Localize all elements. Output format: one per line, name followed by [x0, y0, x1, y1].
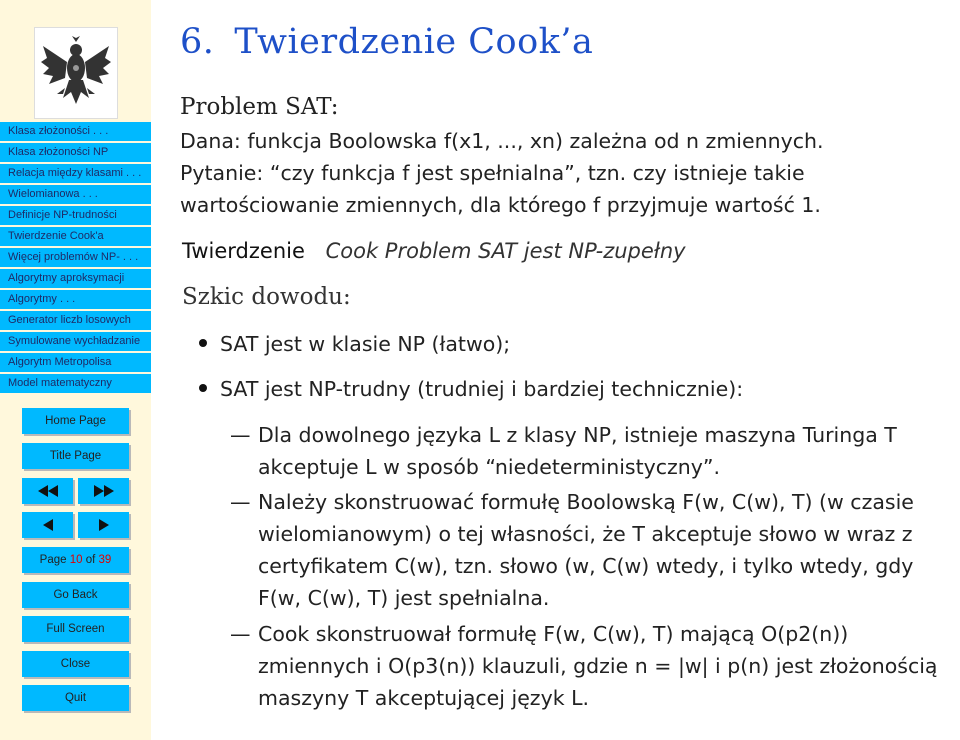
- slide-title: [180, 22, 593, 62]
- slide-content: [151, 0, 960, 740]
- subpoint-2: [230, 486, 956, 614]
- eagle-logo: [34, 27, 118, 119]
- double-left-arrow-icon: [38, 485, 58, 497]
- quit-button[interactable]: Quit: [22, 685, 129, 711]
- bullet-text: SAT jest NP-trudny (trudniej i bardziej technicznie):: [220, 377, 744, 401]
- theorem-label: Twierdzenie: [182, 239, 305, 263]
- dash-bullet: —: [230, 423, 251, 447]
- nav-item-6[interactable]: Twierdzenie Cook'a: [0, 227, 151, 246]
- page-total: 39: [98, 554, 112, 566]
- problem-question-cont: wartościowanie zmiennych, dla którego f przyjmuje wartość 1.: [180, 193, 821, 217]
- nav-item-10[interactable]: Generator liczb losowych: [0, 311, 151, 330]
- theorem: [182, 239, 686, 263]
- full-screen-button[interactable]: Full Screen: [22, 616, 129, 642]
- theorem-body: Cook Problem SAT jest NP-zupełny: [325, 239, 686, 263]
- left-arrow-icon: [43, 519, 53, 531]
- problem-given: Dana: funkcja Boolowska f(x1, ..., xn) zależna od n zmiennych.: [180, 129, 824, 153]
- dash-bullet: —: [230, 490, 251, 514]
- bullet-dot-icon: [199, 384, 207, 392]
- nav-item-9[interactable]: Algorytmy . . .: [0, 290, 151, 309]
- nav-item-12[interactable]: Algorytm Metropolisa: [0, 353, 151, 372]
- nav-item-2[interactable]: Klasa złożoności NP: [0, 143, 151, 162]
- section-number: 6.: [180, 22, 215, 62]
- section-nav: [0, 122, 151, 395]
- nav-item-1[interactable]: Klasa złożoności . . .: [0, 122, 151, 141]
- section-title: Twierdzenie Cook’a: [234, 22, 594, 62]
- title-page-button[interactable]: Title Page: [22, 443, 129, 469]
- subpoint-3: [230, 618, 956, 718]
- subpoint-text: Cook skonstruował formułę F(w, C(w), T) mającą O(p2(n)) zmiennych i O(p3(n)) klauzuli, gdzie n = |w| i p(n) jest złożonością maszyny T akceptującej język L.: [258, 622, 938, 710]
- page-of: of: [85, 554, 96, 566]
- go-back-button[interactable]: Go Back: [22, 582, 129, 608]
- page-current: 10: [69, 554, 83, 566]
- dash-bullet: —: [230, 622, 251, 646]
- problem-heading: Problem SAT:: [180, 94, 339, 120]
- home-page-button[interactable]: Home Page: [22, 408, 129, 434]
- page-indicator: [22, 547, 129, 573]
- close-button[interactable]: Close: [22, 651, 129, 677]
- bullet-text: SAT jest w klasie NP (łatwo);: [220, 332, 511, 356]
- problem-question: Pytanie: “czy funkcja f jest spełnialna”, tzn. czy istnieje takie: [180, 161, 805, 185]
- sidebar: [0, 0, 151, 740]
- nav-item-5[interactable]: Definicje NP-trudności: [0, 206, 151, 225]
- bullet-dot-icon: [199, 339, 207, 347]
- nav-item-11[interactable]: Symulowane wychładzanie: [0, 332, 151, 351]
- right-arrow-icon: [99, 519, 109, 531]
- first-page-button[interactable]: [22, 478, 73, 504]
- proof-heading: Szkic dowodu:: [182, 284, 351, 310]
- bullet-item-2: [199, 377, 743, 401]
- next-page-button[interactable]: [78, 512, 129, 538]
- nav-item-7[interactable]: Więcej problemów NP- . . .: [0, 248, 151, 267]
- last-page-button[interactable]: [78, 478, 129, 504]
- bullet-item-1: [199, 332, 510, 356]
- nav-item-3[interactable]: Relacja między klasami . . .: [0, 164, 151, 183]
- subpoint-text: Dla dowolnego języka L z klasy NP, istnieje maszyna Turinga T akceptuje L w sposób “niedeterministyczny”.: [258, 423, 897, 479]
- subpoint-1: [230, 419, 956, 483]
- double-right-arrow-icon: [94, 485, 114, 497]
- page-label: Page: [39, 554, 67, 566]
- nav-item-4[interactable]: Wielomianowa . . .: [0, 185, 151, 204]
- nav-item-8[interactable]: Algorytmy aproksymacji: [0, 269, 151, 288]
- subpoint-text: Należy skonstruować formułę Boolowską F(w, C(w), T) (w czasie wielomianowym) o tej własności, że T akceptuje słowo w wraz z certyfikatem C(w), tzn. słowo (w, C(w) wtedy, i tylko wtedy, gdy F(w, C(w), T) jest spełnialna.: [258, 490, 914, 610]
- previous-page-button[interactable]: [22, 512, 73, 538]
- nav-item-13[interactable]: Model matematyczny: [0, 374, 151, 393]
